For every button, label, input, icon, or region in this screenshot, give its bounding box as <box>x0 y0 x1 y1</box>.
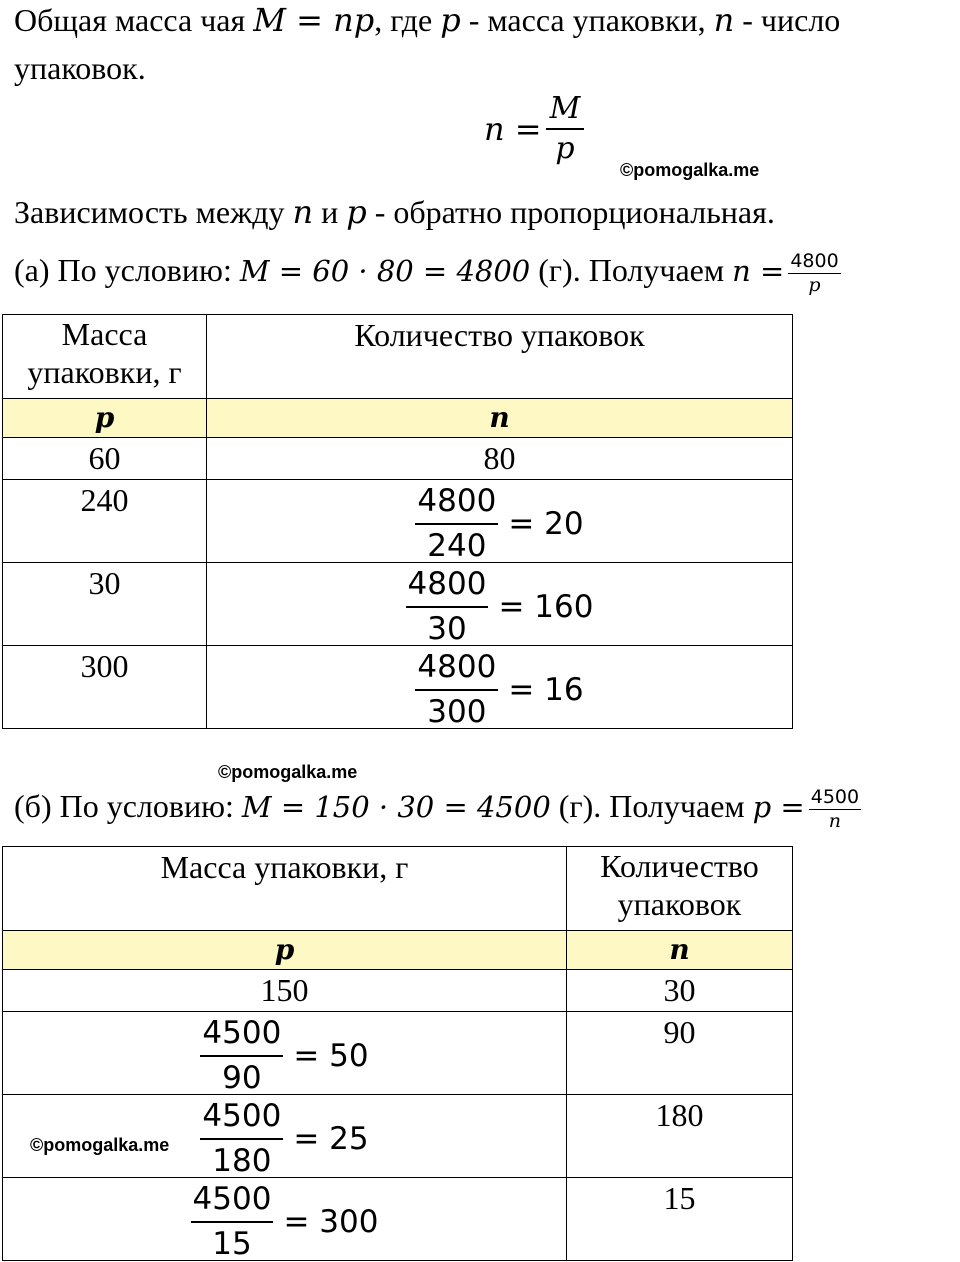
cell-n: 180 <box>567 1095 793 1178</box>
header-mass: Масса упаковки, г <box>3 847 567 931</box>
cell-p-fraction: $\frac{4500}{180}$ = 25 <box>3 1095 567 1178</box>
table-part-b <box>2 846 793 1261</box>
watermark: ©pomogalka.me <box>218 762 358 782</box>
cell-p: 240 <box>3 480 207 563</box>
cell-n: 30 <box>567 970 793 1012</box>
part-a-heading: (а) По условию: M = 60 · 80 = 4800 (г). Получаем n = $\frac{4800}{p}$ <box>14 250 839 297</box>
header-count: Количество упаковок <box>207 315 793 399</box>
part-b-heading: (б) По условию: M = 150 · 30 = 4500 (г). Получаем p = $\frac{4500}{n}$ <box>14 786 860 833</box>
cell-n: 15 <box>567 1178 793 1261</box>
table-part-a <box>2 314 793 729</box>
intro-line-1: Общая масса чая M = np, где p - масса упаковки, n - число <box>14 1 841 39</box>
cell-n-fraction: $\frac{4800}{30}$ = 160 <box>207 563 793 646</box>
watermark: ©pomogalka.me <box>620 160 760 180</box>
formula-n-equals-M-over-p: n = $\frac{M}{p}$ <box>484 94 584 164</box>
cell-n: 80 <box>207 438 793 480</box>
dependency-line: Зависимость между n и p - обратно пропорциональная. <box>14 193 775 231</box>
cell-n: 90 <box>567 1012 793 1095</box>
intro-line-2: упаковок. <box>14 50 146 86</box>
watermark: ©pomogalka.me <box>30 1135 170 1155</box>
header-count: Количество упаковок <box>567 847 793 931</box>
cell-n-fraction: $\frac{4800}{240}$ = 20 <box>207 480 793 563</box>
var-p: p <box>3 399 207 438</box>
var-n: n <box>207 399 793 438</box>
cell-p: 300 <box>3 646 207 729</box>
var-p: p <box>3 931 567 970</box>
cell-n-fraction: $\frac{4800}{300}$ = 16 <box>207 646 793 729</box>
cell-p: 150 <box>3 970 567 1012</box>
formula-M-np: M = np <box>253 1 375 39</box>
cell-p-fraction: $\frac{4500}{90}$ = 50 <box>3 1012 567 1095</box>
cell-p: 60 <box>3 438 207 480</box>
cell-p-fraction: $\frac{4500}{15}$ = 300 <box>3 1178 567 1261</box>
cell-p: 30 <box>3 563 207 646</box>
header-mass: Масса упаковки, г <box>3 315 207 399</box>
var-n: n <box>567 931 793 970</box>
